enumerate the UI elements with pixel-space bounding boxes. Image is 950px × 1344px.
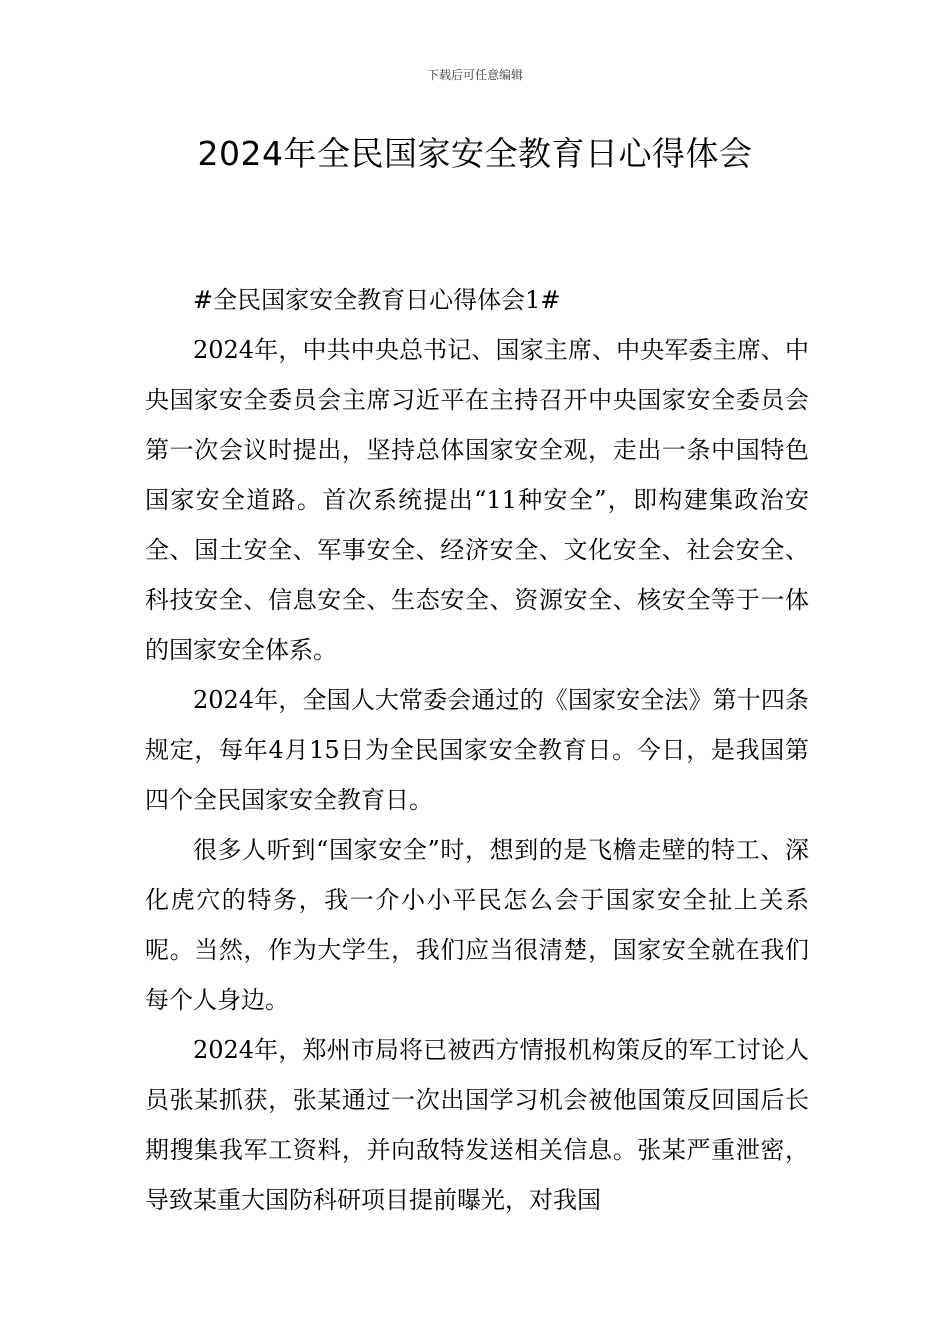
paragraph-2: 2024年，全国人大常委会通过的《国家安全法》第十四条规定，每年4月15日为全民国家安全教育日。今日，是我国第四个全民国家安全教育日。 [145, 686, 809, 814]
paragraph-3: 很多人听到“国家安全”时，想到的是飞檐走壁的特工、深化虎穴的特务，我一介小小平民怎么会于国家安全扯上关系呢。当然，作为大学生，我们应当很清楚，国家安全就在我们每个人身边。 [145, 836, 809, 1014]
header-note: 下载后可任意编辑 [426, 68, 523, 82]
document-body [145, 275, 809, 1225]
paragraph-4: 2024年，郑州市局将已被西方情报机构策反的军工讨论人员张某抓获，张某通过一次出国学习机会被他国策反回国后长期搜集我军工资料，并向敌特发送相关信息。张某严重泄密，导致某重大国防科研项目提前曝光，对我国 [145, 1036, 809, 1214]
section-heading: #全民国家安全教育日心得体会1# [193, 286, 561, 314]
paragraph-1: 2024年，中共中央总书记、国家主席、中央军委主席、中央国家安全委员会主席习近平在主持召开中央国家安全委员会第一次会议时提出，坚持总体国家安全观，走出一条中国特色国家安全道路。首次系统提出“11种安全”，即构建集政治安全、国土安全、军事安全、经济安全、文化安全、社会安全、科技安全、信息安全、生态安全、资源安全、核安全等于一体的国家安全体系。 [145, 336, 809, 664]
document-title: 2024年全民国家安全教育日心得体会 [197, 134, 753, 173]
